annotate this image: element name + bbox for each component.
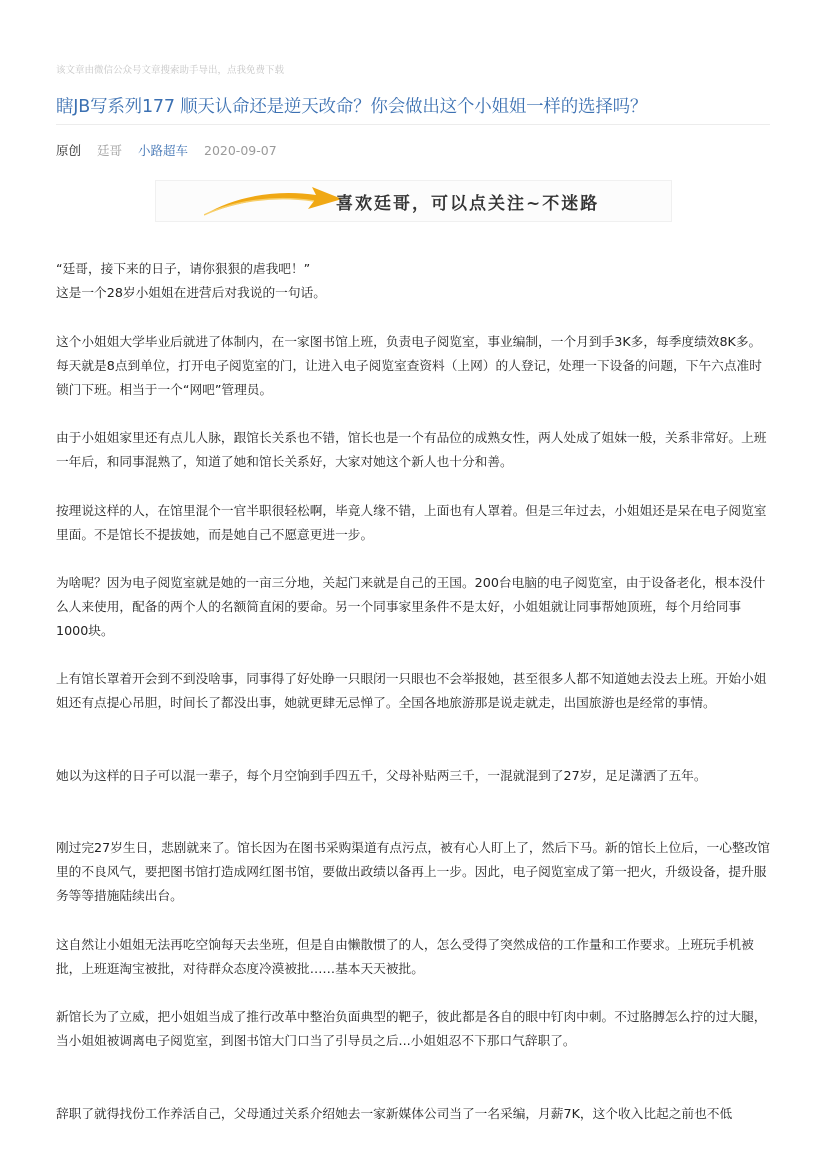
banner-text: 喜欢廷哥，可以点关注~不迷路 xyxy=(336,194,600,214)
publish-date: 2020-09-07 xyxy=(204,143,277,158)
author-name: 廷哥 xyxy=(97,143,123,158)
account-link[interactable]: 小路超车 xyxy=(138,143,189,158)
article-meta xyxy=(56,141,289,159)
paragraph: 为啥呢？因为电子阅览室就是她的一亩三分地，关起门来就是自己的王国。200台电脑的电子阅览室，由于设备老化，根本没什么人来使用，配备的两个人的名额简直闲的要命。另一个同事家里条件不是太好，小姐姐就让同事帮她顶班，每个月给同事1000块。 xyxy=(56,575,766,638)
original-tag: 原创 xyxy=(56,143,82,158)
paragraph: 这个小姐姐大学毕业后就进了体制内，在一家图书馆上班，负责电子阅览室，事业编制，一个月到手3K多，每季度绩效8K多。每天就是8点到单位，打开电子阅览室的门，让进入电子阅览室查资料（上网）的人登记，处理一下设备的问题，下午六点准时锁门下班。相当于一个“网吧”管理员。 xyxy=(56,334,762,397)
paragraph: “廷哥，接下来的日子，请你狠狠的虐我吧！” 这是一个28岁小姐姐在进营后对我说的一句话。 xyxy=(56,261,326,300)
paragraph: 新馆长为了立威，把小姐姐当成了推行改革中整治负面典型的靶子，彼此都是各自的眼中钉肉中刺。不过胳膊怎么拧的过大腿，当小姐姐被调离电子阅览室，到图书馆大门口当了引导员之后...小姐姐忍不下那口气辞职了。 xyxy=(56,1009,767,1048)
paragraph: 她以为这样的日子可以混一辈子，每个月空饷到手四五千，父母补贴两三千，一混就混到了27岁，足足潇洒了五年。 xyxy=(56,768,707,783)
article-title: 瞎JB写系列177 顺天认命还是逆天改命？你会做出这个小姐姐一样的选择吗？ xyxy=(56,97,648,117)
paragraph: 按理说这样的人，在馆里混个一官半职很轻松啊，毕竟人缘不错，上面也有人罩着。但是三年过去，小姐姐还是呆在电子阅览室里面。不是馆长不提拔她，而是她自己不愿意更进一步。 xyxy=(56,503,767,542)
export-notice-link[interactable]: 该文章由微信公众号文章搜索助手导出，点我免费下载 xyxy=(56,65,285,76)
paragraph: 这自然让小姐姐无法再吃空饷每天去坐班，但是自由懒散惯了的人，怎么受得了突然成倍的工作量和工作要求。上班玩手机被批，上班逛淘宝被批，对待群众态度冷漠被批……基本天天被批。 xyxy=(56,937,754,976)
swoosh-arrow-icon xyxy=(204,183,344,219)
follow-banner xyxy=(155,180,672,222)
paragraph: 由于小姐姐家里还有点儿人脉，跟馆长关系也不错，馆长也是一个有品位的成熟女性，两人处成了姐妹一般，关系非常好。上班一年后，和同事混熟了，知道了她和馆长关系好，大家对她这个新人也十分和善。 xyxy=(56,430,767,469)
paragraph: 上有馆长罩着开会到不到没啥事，同事得了好处睁一只眼闭一只眼也不会举报她，甚至很多人都不知道她去没去上班。开始小姐姐还有点提心吊胆，时间长了都没出事，她就更肆无忌惮了。全国各地旅游那是说走就走，出国旅游也是经常的事情。 xyxy=(56,671,767,710)
paragraph: 刚过完27岁生日，悲剧就来了。馆长因为在图书采购渠道有点污点，被有心人盯上了，然后下马。新的馆长上位后，一心整改馆里的不良风气，要把图书馆打造成网红图书馆，要做出政绩以备再上一步。因此，电子阅览室成了第一把火，升级设备，提升服务等等措施陆续出台。 xyxy=(56,840,770,903)
paragraph: 辞职了就得找份工作养活自己，父母通过关系介绍她去一家新媒体公司当了一名采编，月薪7K，这个收入比起之前也不低 xyxy=(56,1106,733,1121)
title-divider xyxy=(56,124,770,125)
